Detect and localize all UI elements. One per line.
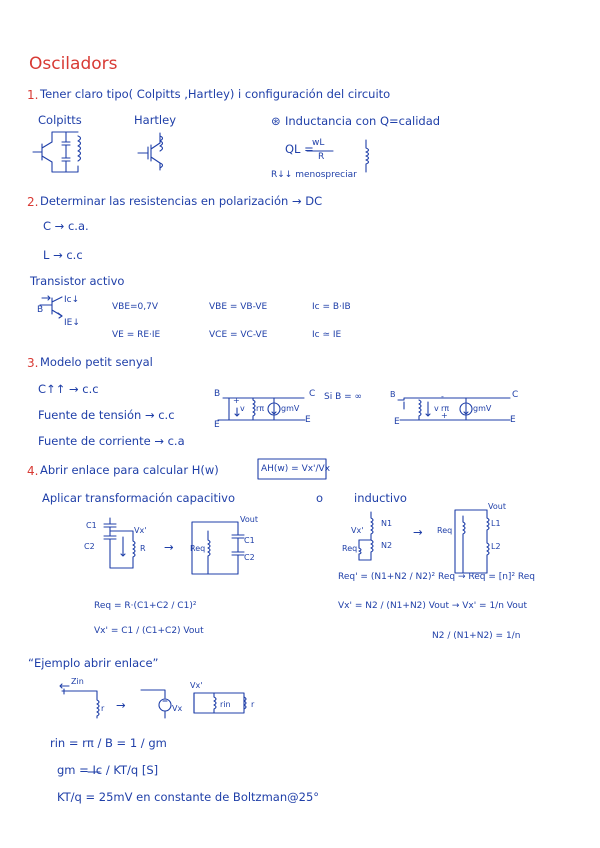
- example-arrow: →: [116, 698, 126, 712]
- cap-c2-right: C2: [244, 553, 255, 562]
- eq-vce: VCE = VC-VE: [209, 330, 268, 340]
- model2-gmv: gmV: [473, 404, 492, 413]
- eq-ic: Ic = B·IB: [312, 302, 351, 312]
- eq-vbe-diff: VBE = VB-VE: [209, 302, 268, 312]
- inductive-circuit-left: [359, 512, 373, 560]
- inductor-rule: L → c.c: [43, 248, 83, 262]
- model2-v: v: [434, 404, 439, 413]
- example-r: r: [101, 704, 105, 713]
- eq-vbe: VBE=0,7V: [112, 302, 159, 312]
- ic-label: Ic↓: [64, 295, 80, 305]
- ind-n2: N2: [381, 541, 393, 550]
- transistor-active: Transistor activo: [30, 274, 125, 288]
- ql-label: QL =: [285, 142, 314, 156]
- inductive-label: inductivo: [354, 491, 407, 505]
- section-3-heading: Modelo petit senyal: [40, 355, 153, 369]
- ind-vout: Vout: [488, 502, 506, 511]
- example-rin: rin: [220, 700, 231, 709]
- section-3-number: 3.: [27, 356, 39, 370]
- model1-v: v: [240, 404, 245, 413]
- q-inductor: [366, 140, 369, 172]
- cap-r: R: [140, 544, 146, 553]
- model1-b: B: [214, 389, 221, 399]
- gm-equation: gm = Ic / KT/q [S]: [57, 763, 159, 777]
- model1-rpi: rπ: [256, 404, 265, 413]
- bjt-symbol: [40, 296, 62, 318]
- req-capacitive-eq: Req = R·(C1+C2 / C1)²: [94, 601, 197, 611]
- ql-numerator: wL: [312, 138, 325, 148]
- capacitor-rule: C → c.a.: [43, 219, 89, 233]
- cap-c2: C2: [84, 542, 95, 551]
- model2-c: C: [512, 390, 519, 400]
- req-inductive-eq: Req' = (N1+N2 / N2)² Req → Req = [n]² Req: [338, 572, 536, 582]
- model1-e: E: [214, 420, 220, 430]
- section-4-heading: Abrir enlace para calcular H(w): [40, 463, 219, 477]
- section-2-number: 2.: [27, 195, 39, 209]
- model2-minus: -: [441, 392, 444, 401]
- model2-e-right: E: [510, 415, 516, 425]
- hartley-circuit: [138, 133, 163, 170]
- r-note: R↓↓ menospreciar: [271, 170, 357, 180]
- voltage-source-rule: Fuente de tensión → c.c: [38, 408, 175, 422]
- colpitts-label: Colpitts: [38, 113, 82, 127]
- vx-inductive-eq: Vx' = N2 / (N1+N2) Vout → Vx' = 1/n Vout: [338, 601, 527, 611]
- cap-vx: Vx': [134, 526, 147, 535]
- current-source-rule: Fuente de corriente → c.a: [38, 434, 185, 448]
- model1-gmv: gmV: [281, 404, 300, 413]
- ind-vx: Vx': [351, 526, 364, 535]
- or-label: o: [316, 491, 324, 505]
- example-zin: Zin: [71, 677, 84, 686]
- cap-c1-right: C1: [244, 536, 255, 545]
- n-relation-eq: N2 / (N1+N2) = 1/n: [432, 631, 521, 641]
- model2-plus: +: [441, 411, 448, 420]
- cap-vout: Vout: [240, 515, 258, 524]
- ind-req-right: Req: [437, 526, 453, 535]
- example-vx: Vx: [172, 704, 183, 713]
- cap-c1: C1: [86, 521, 97, 530]
- model2-e: E: [394, 417, 400, 427]
- eq-ic-ie: Ic ≃ IE: [312, 330, 342, 340]
- colpitts-circuit: [33, 132, 81, 172]
- ind-req: Req: [342, 544, 358, 553]
- inductive-circuit-right: [455, 510, 489, 573]
- eq-ve: VE = RE·IE: [112, 330, 161, 340]
- cap-req: Req: [190, 544, 206, 553]
- beta-infinite: Si B = ∞: [324, 392, 363, 402]
- ind-l2: L2: [491, 542, 501, 551]
- model2-b: B: [390, 390, 396, 399]
- hartley-label: Hartley: [134, 113, 177, 127]
- example-vx-prime: Vx': [190, 681, 203, 690]
- apply-transformation: Aplicar transformación capacitivo: [42, 491, 236, 505]
- section-1-number: 1.: [27, 88, 39, 102]
- example-circuit-left: [60, 684, 99, 718]
- inductance-note: Inductancia con Q=calidad: [285, 114, 441, 128]
- capacitive-circuit-left: [104, 518, 135, 568]
- model2-rpi: rπ: [441, 404, 450, 413]
- star-icon: ⊛: [271, 114, 281, 128]
- vx-capacitive-eq: Vx' = C1 / (C1+C2) Vout: [94, 626, 204, 636]
- example-title: “Ejemplo abrir enlace”: [28, 656, 159, 670]
- ql-denominator: R: [318, 152, 325, 162]
- section-4-number: 4.: [27, 464, 39, 478]
- model1-e-right: E: [305, 415, 311, 425]
- rin-equation: rin = rπ / B = 1 / gm: [50, 736, 167, 750]
- ind-n1: N1: [381, 519, 393, 528]
- page-title: Osciladors: [29, 54, 118, 74]
- example-r-right: r: [251, 700, 255, 709]
- model1-c: C: [309, 389, 316, 399]
- capacitor-ss-rule: C↑↑ → c.c: [38, 382, 99, 396]
- base-label: B: [37, 305, 44, 315]
- cap-arrow: →: [164, 540, 174, 554]
- section-1-heading: Tener claro tipo( Colpitts ,Hartley) i configuración del circuito: [40, 87, 391, 101]
- transfer-function-box: AH(w) = Vx'/Vx: [261, 464, 331, 474]
- ie-label: IE↓: [64, 318, 80, 328]
- ind-l1: L1: [491, 519, 501, 528]
- kt-equation: KT/q = 25mV en constante de Boltzman@25°: [57, 790, 320, 804]
- section-2-heading: Determinar las resistencias en polarización → DC: [40, 194, 323, 208]
- model1-plus: +: [233, 396, 240, 405]
- ind-arrow: →: [413, 525, 423, 539]
- small-signal-model-2: [398, 398, 510, 420]
